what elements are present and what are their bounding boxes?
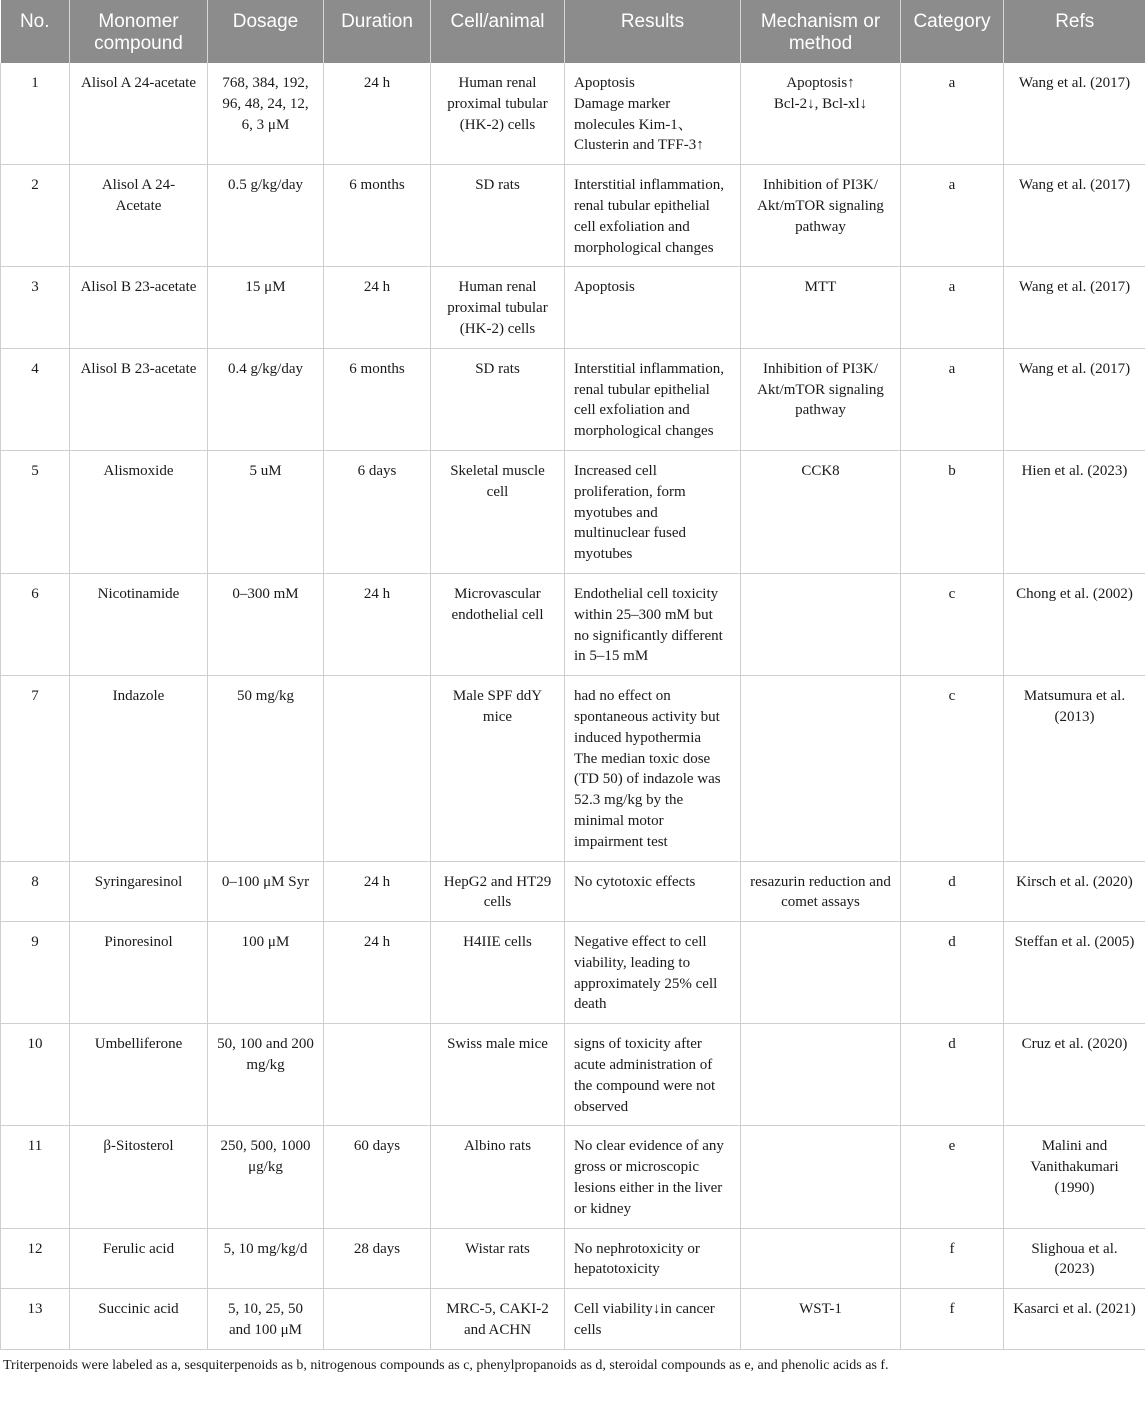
cell-category: e xyxy=(901,1126,1004,1228)
cell-results-line: signs of toxicity after acute administration of the compound were not observed xyxy=(574,1036,716,1115)
cell-cell-animal: H4IIE cells xyxy=(431,922,565,1024)
cell-mechanism xyxy=(741,348,901,450)
cell-cell-animal: Human renal proximal tubular (HK-2) cells xyxy=(431,63,565,165)
cell-mechanism xyxy=(741,676,901,861)
cell-refs: Wang et al. (2017) xyxy=(1004,348,1145,450)
cell-cell-animal: SD rats xyxy=(431,348,565,450)
cell-mechanism xyxy=(741,861,901,922)
cell-category: a xyxy=(901,267,1004,348)
cell-category: f xyxy=(901,1289,1004,1350)
cell-dosage: 768, 384, 192, 96, 48, 24, 12, 6, 3 μM xyxy=(208,63,324,165)
cell-compound: Alisol A 24-acetate xyxy=(70,63,208,165)
cell-results xyxy=(565,1289,741,1350)
cell-compound: Umbelliferone xyxy=(70,1024,208,1126)
cell-results xyxy=(565,1024,741,1126)
cell-dosage: 5 uM xyxy=(208,450,324,573)
cell-duration: 60 days xyxy=(324,1126,431,1228)
table-row xyxy=(1,676,1145,861)
cell-no: 9 xyxy=(1,922,70,1024)
cell-mechanism-line: CCK8 xyxy=(801,462,840,479)
table-row xyxy=(1,573,1145,675)
header-compound: Monomer compound xyxy=(70,0,208,63)
table-row xyxy=(1,63,1145,165)
table-footnote: Triterpenoids were labeled as a, sesquiterpenoids as b, nitrogenous compounds as c, phenylpropanoids as d, steroidal compounds as e, and phenolic acids as f. xyxy=(3,1357,889,1373)
cell-duration: 6 months xyxy=(324,165,431,267)
table-row xyxy=(1,1228,1145,1289)
cell-results xyxy=(565,1126,741,1228)
cell-no: 12 xyxy=(1,1228,70,1289)
cell-dosage: 0.4 g/kg/day xyxy=(208,348,324,450)
cell-compound: β-Sitosterol xyxy=(70,1126,208,1228)
cell-refs: Wang et al. (2017) xyxy=(1004,63,1145,165)
cell-results-line: had no effect on spontaneous activity but induced hypothermia xyxy=(574,688,720,746)
cell-no: 2 xyxy=(1,165,70,267)
header-results: Results xyxy=(565,0,741,63)
cell-mechanism xyxy=(741,267,901,348)
cell-category: d xyxy=(901,1024,1004,1126)
cell-results-line: No clear evidence of any gross or microscopic lesions either in the liver or kidney xyxy=(574,1138,724,1217)
cell-dosage: 250, 500, 1000 μg/kg xyxy=(208,1126,324,1228)
cell-no: 11 xyxy=(1,1126,70,1228)
cell-mechanism-line: Inhibition of PI3K/ Akt/mTOR signaling pathway xyxy=(757,177,884,235)
cell-duration: 6 months xyxy=(324,348,431,450)
cell-refs: Chong et al. (2002) xyxy=(1004,573,1145,675)
cell-duration: 28 days xyxy=(324,1228,431,1289)
cell-results-line: Endothelial cell toxicity within 25–300 mM but no significantly different in 5–15 mM xyxy=(574,585,723,665)
cell-compound: Nicotinamide xyxy=(70,573,208,675)
cell-duration xyxy=(324,676,431,861)
cell-cell-animal: Human renal proximal tubular (HK-2) cells xyxy=(431,267,565,348)
cell-dosage: 15 μM xyxy=(208,267,324,348)
cell-compound: Ferulic acid xyxy=(70,1228,208,1289)
cell-duration: 6 days xyxy=(324,450,431,573)
cell-dosage: 0–300 mM xyxy=(208,573,324,675)
cell-results xyxy=(565,861,741,922)
cell-refs: Kasarci et al. (2021) xyxy=(1004,1289,1145,1350)
cell-mechanism xyxy=(741,922,901,1024)
cell-category: f xyxy=(901,1228,1004,1289)
cell-dosage: 0–100 μM Syr xyxy=(208,861,324,922)
header-mechanism: Mechanism or method xyxy=(741,0,901,63)
cell-compound: Succinic acid xyxy=(70,1289,208,1350)
cell-category: b xyxy=(901,450,1004,573)
cell-no: 6 xyxy=(1,573,70,675)
cell-mechanism-line: Bcl-2↓, Bcl-xl↓ xyxy=(773,95,868,112)
table-row xyxy=(1,1289,1145,1350)
cell-mechanism-line: Apoptosis↑ xyxy=(786,75,855,91)
cell-results xyxy=(565,1228,741,1289)
cell-compound: Alisol B 23-acetate xyxy=(70,348,208,450)
cell-results xyxy=(565,267,741,348)
cell-compound: Alisol B 23-acetate xyxy=(70,267,208,348)
cell-duration xyxy=(324,1024,431,1126)
cell-compound: Alisol A 24-Acetate xyxy=(70,165,208,267)
cell-refs: Slighoua et al. (2023) xyxy=(1004,1228,1145,1289)
cell-results-line: No cytotoxic effects xyxy=(574,873,696,890)
table-row xyxy=(1,1024,1145,1126)
cell-refs: Malini and Vanithakumari (1990) xyxy=(1004,1126,1145,1228)
table-body xyxy=(1,63,1145,1349)
cell-dosage: 100 μM xyxy=(208,922,324,1024)
cell-duration: 24 h xyxy=(324,861,431,922)
cell-mechanism xyxy=(741,1024,901,1126)
cell-compound: Indazole xyxy=(70,676,208,861)
cell-results xyxy=(565,63,741,165)
cell-results-line: Negative effect to cell viability, leading to approximately 25% cell death xyxy=(574,934,718,1013)
cell-no: 4 xyxy=(1,348,70,450)
cell-mechanism xyxy=(741,450,901,573)
cell-refs: Cruz et al. (2020) xyxy=(1004,1024,1145,1126)
cell-category: d xyxy=(901,922,1004,1024)
cell-refs: Wang et al. (2017) xyxy=(1004,267,1145,348)
cell-compound: Pinoresinol xyxy=(70,922,208,1024)
cell-refs: Hien et al. (2023) xyxy=(1004,450,1145,573)
table-row xyxy=(1,348,1145,450)
cell-cell-animal: MRC-5, CAKI-2 and ACHN xyxy=(431,1289,565,1350)
cell-no: 13 xyxy=(1,1289,70,1350)
cell-results-line: Interstitial inflammation, renal tubular epithelial cell exfoliation and morphological changes xyxy=(574,360,724,440)
cell-cell-animal: SD rats xyxy=(431,165,565,267)
cell-results xyxy=(565,573,741,675)
cell-mechanism-line: MTT xyxy=(804,279,837,296)
cell-results xyxy=(565,922,741,1024)
table-row xyxy=(1,267,1145,348)
cell-refs: Matsumura et al. (2013) xyxy=(1004,676,1145,861)
cell-category: a xyxy=(901,348,1004,450)
header-duration: Duration xyxy=(324,0,431,63)
header-cell-animal: Cell/animal xyxy=(431,0,565,63)
cell-results-line: The median toxic dose (TD 50) of indazole was 52.3 mg/kg by the minimal motor impairment test xyxy=(574,750,721,850)
cell-cell-animal: Albino rats xyxy=(431,1126,565,1228)
cell-refs: Wang et al. (2017) xyxy=(1004,165,1145,267)
cell-duration: 24 h xyxy=(324,267,431,348)
cell-mechanism xyxy=(741,1228,901,1289)
cell-results xyxy=(565,348,741,450)
cell-results xyxy=(565,165,741,267)
cell-results xyxy=(565,450,741,573)
cell-mechanism xyxy=(741,1289,901,1350)
table-row xyxy=(1,165,1145,267)
cell-category: c xyxy=(901,676,1004,861)
cell-dosage: 50 mg/kg xyxy=(208,676,324,861)
cell-no: 3 xyxy=(1,267,70,348)
cell-dosage: 50, 100 and 200 mg/kg xyxy=(208,1024,324,1126)
cell-results xyxy=(565,676,741,861)
cell-no: 10 xyxy=(1,1024,70,1126)
cell-results-line: Interstitial inflammation, renal tubular epithelial cell exfoliation and morphological changes xyxy=(574,177,724,256)
cell-category: a xyxy=(901,165,1004,267)
cell-duration: 24 h xyxy=(324,573,431,675)
cell-no: 5 xyxy=(1,450,70,573)
cell-mechanism-line: WST-1 xyxy=(799,1301,842,1318)
cell-mechanism xyxy=(741,63,901,165)
cell-compound: Syringaresinol xyxy=(70,861,208,922)
cell-results-line: Apoptosis xyxy=(574,279,635,296)
cell-category: c xyxy=(901,573,1004,675)
cell-results-line: Cell viability↓in cancer cells xyxy=(574,1301,715,1339)
cell-cell-animal: Microvascular endothelial cell xyxy=(431,573,565,675)
header-refs: Refs xyxy=(1004,0,1145,63)
header-row xyxy=(1,0,1145,63)
cell-cell-animal: Swiss male mice xyxy=(431,1024,565,1126)
cell-cell-animal: Wistar rats xyxy=(431,1228,565,1289)
cell-duration: 24 h xyxy=(324,63,431,165)
cell-dosage: 5, 10 mg/kg/d xyxy=(208,1228,324,1289)
cell-mechanism-line: resazurin reduction and comet assays xyxy=(750,873,891,911)
cell-mechanism-line: Inhibition of PI3K/ Akt/mTOR signaling pathway xyxy=(757,360,884,419)
cell-no: 1 xyxy=(1,63,70,165)
cell-mechanism xyxy=(741,573,901,675)
header-category: Category xyxy=(901,0,1004,63)
cell-mechanism xyxy=(741,165,901,267)
cell-cell-animal: Skeletal muscle cell xyxy=(431,450,565,573)
table-row xyxy=(1,450,1145,573)
cell-dosage: 0.5 g/kg/day xyxy=(208,165,324,267)
cell-duration: 24 h xyxy=(324,922,431,1024)
cell-category: a xyxy=(901,63,1004,165)
cell-results-line: Damage marker molecules Kim-1、Clusterin and TFF-3↑ xyxy=(574,95,704,154)
table-row xyxy=(1,922,1145,1024)
table-row xyxy=(1,1126,1145,1228)
cell-results-line: Increased cell proliferation, form myotubes and multinuclear fused myotubes xyxy=(574,462,687,563)
cell-results-line: Apoptosis xyxy=(574,75,635,91)
cell-cell-animal: HepG2 and HT29 cells xyxy=(431,861,565,922)
cell-duration xyxy=(324,1289,431,1350)
cell-no: 7 xyxy=(1,676,70,861)
cell-compound: Alismoxide xyxy=(70,450,208,573)
header-dosage: Dosage xyxy=(208,0,324,63)
cell-category: d xyxy=(901,861,1004,922)
header-no: No. xyxy=(1,0,70,63)
cell-results-line: No nephrotoxicity or hepatotoxicity xyxy=(574,1240,700,1278)
cell-refs: Steffan et al. (2005) xyxy=(1004,922,1145,1024)
cell-dosage: 5, 10, 25, 50 and 100 μM xyxy=(208,1289,324,1350)
cell-cell-animal: Male SPF ddY mice xyxy=(431,676,565,861)
cell-mechanism xyxy=(741,1126,901,1228)
cell-refs: Kirsch et al. (2020) xyxy=(1004,861,1145,922)
cell-no: 8 xyxy=(1,861,70,922)
table-row xyxy=(1,861,1145,922)
